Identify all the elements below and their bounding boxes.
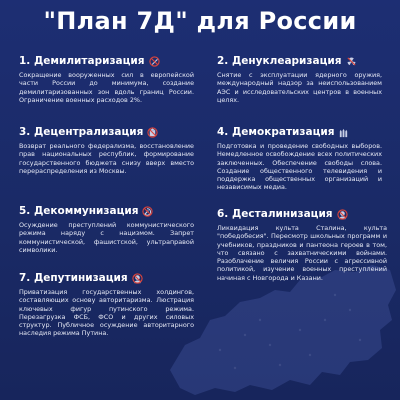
section-democratization — [217, 126, 382, 192]
section-heading-label: 5. Декоммунизация — [19, 205, 139, 217]
section-heading-label: 6. Десталинизация — [217, 208, 333, 220]
section-heading-label: 3. Децентрализация — [19, 126, 144, 138]
section-heading — [19, 126, 194, 139]
crossed-building-icon — [147, 127, 158, 138]
page-title: "План 7Д" для России — [43, 7, 357, 35]
section-decentralization — [19, 126, 194, 175]
section-text: Приватизация государственных холдингов, составляющих основу авторитаризма. Люстрация ключевых фигур путинского режима. Перезагрузка ФСБ, ФСО и других силовых структур. Публичное осуждение авторитарного наследия режима Путина. — [19, 288, 194, 338]
section-deputinization — [19, 272, 194, 338]
section-heading-label: 2. Денуклеаризация — [217, 55, 342, 67]
section-text: Ликвидация культа Сталина, культа "победобесия". Пересмотр школьных программ и учебников, праздников и пантеона героев в том, что связано с захватническими войнами. Разоблачение величия России с агрессивной политикой, изучение военных преступлений начиная с Новгорода и Казани. — [217, 224, 387, 282]
section-demilitarization — [19, 55, 194, 104]
section-heading — [217, 126, 382, 139]
section-text: Сокращение вооруженных сил в европейской части России до минимума, создание демилитаризованных зон вдоль границ России. Ограничение военных расходов 2%. — [19, 71, 194, 104]
section-text: Снятие с эксплуатации ядерного оружия, международный надзор за неиспользованием АЭС и исследовательских центров в военных целях. — [217, 71, 382, 104]
section-heading — [19, 272, 194, 285]
section-heading-label: 1. Демилитаризация — [19, 55, 145, 67]
section-denuclearization — [217, 55, 382, 104]
section-heading-label: 7. Депутинизация — [19, 272, 128, 284]
section-text: Возврат реального федерализма, восстановление прав национальных республик, формирование государственного бюджета снизу вверх вместо перераспределения из Москвы. — [19, 142, 194, 175]
section-heading — [19, 205, 194, 218]
section-text: Осуждение преступлений коммунистического режима наряду с нацизмом. Запрет коммунистической, фашистской, ультраправой символики. — [19, 221, 194, 254]
raised-hands-icon — [338, 127, 349, 138]
section-heading — [217, 55, 382, 68]
crossed-stalin-icon — [337, 209, 348, 220]
crossed-nuclear-icon — [346, 56, 357, 67]
section-heading — [217, 208, 387, 221]
section-heading — [19, 55, 194, 68]
crossed-hammer-sickle-icon — [142, 206, 153, 217]
crossed-missile-icon — [149, 56, 160, 67]
section-destalinization — [217, 208, 387, 282]
crossed-putin-icon — [132, 273, 143, 284]
section-decommunization — [19, 205, 194, 254]
section-text: Подготовка и проведение свободных выборов. Немедленное освобождение всех политических заключенных. Обеспечение свободы слова. Создание общественного телевидения и поддержка общественных организаций и независимых медиа. — [217, 142, 382, 192]
section-heading-label: 4. Демократизация — [217, 126, 335, 138]
